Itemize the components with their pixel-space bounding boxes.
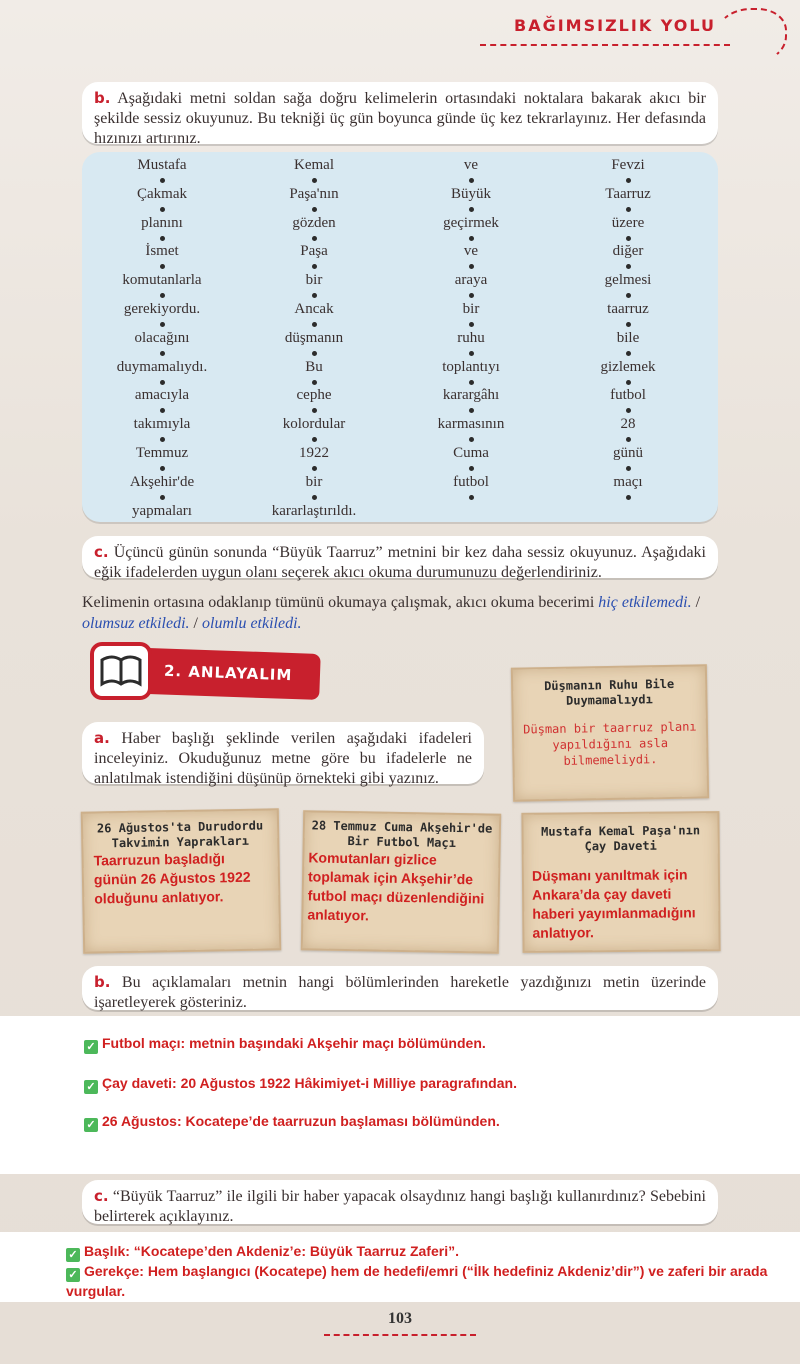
answer-c-reason: ✓ Gerekçe: Hem başlangıcı (Kocatepe) hem de hedefi/emri (“İlk hedefiniz Akdeniz’dir”) ve zaferi bir arada vurgular. [66,1263,768,1299]
grid-word: Akşehir'de [129,473,195,490]
instruction-a [82,722,484,787]
reading-dot [312,380,317,385]
reading-dot [312,437,317,442]
instruction-b-text: Aşağıdaki metni soldan sağa doğru kelimelerin ortasındaki noktalara bakarak akıcı bir şekilde sessiz okuyunuz. Bu tekniği üç gün boyunca günde üç kez tekrarlayınız. Her defasında hızınızı artırınız. [94,90,706,147]
grid-word: bir [305,272,323,289]
instruction-a-label: a. [94,729,110,747]
reading-dot [626,293,631,298]
reading-dot [160,495,165,500]
grid-word: gelmesi [604,272,652,289]
instruction-c2 [82,1180,718,1224]
reading-dot [469,322,474,327]
note-3-answer: Düşmanı yanıltmak için Ankara’da çay daveti haberi yayımlanmadığını anlatıyor. [531,866,696,941]
reading-dot [312,207,317,212]
check-icon: ✓ [84,1080,98,1094]
example-note-body: Düşman bir taarruz planı yapıldığını asla bilmemeliydi. [523,719,697,768]
grid-word: futbol [610,387,646,404]
grid-word: amacıyla [134,387,190,404]
reading-dot [160,380,165,385]
grid-word: araya [454,272,488,289]
grid-word: 28 [620,416,636,433]
grid-word: futbol [453,473,489,490]
example-note [511,664,709,801]
example-note-title: Düşmanın Ruhu Bile Duymamalıydı [544,676,675,708]
grid-word: karargâhı [442,387,500,404]
note-1-answer: Taarruzun başladığı günün 26 Ağustos 1922 olduğunu anlatıyor. [93,850,251,907]
grid-word: maçı [613,473,643,490]
grid-word: geçirmek [443,214,499,231]
grid-word: bir [305,473,323,490]
reading-dot [469,207,474,212]
grid-word: cephe [296,387,332,404]
reading-dot [312,408,317,413]
grid-word: ve [463,243,479,260]
grid-word: Temmuz [135,445,189,461]
grid-word: takımıyla [133,416,191,433]
reading-dot [469,236,474,241]
header-title: BAĞIMSIZLIK YOLU [514,16,717,35]
note-3-title: Mustafa Kemal Paşa'nın Çay Daveti [541,823,701,854]
grid-word: taarruz [607,301,649,317]
reading-dot [626,322,631,327]
grid-word: Cuma [453,445,489,461]
grid-word: düşmanın [284,329,344,346]
grid-word: yapmaları [132,502,192,519]
grid-word: duymamalıydı. [116,358,208,375]
grid-word: kolordular [282,416,346,433]
grid-word: gizlemek [600,358,656,375]
grid-word: Kemal [294,157,334,173]
grid-word: toplantıyı [442,358,500,375]
reading-dot [160,236,165,241]
page-number-dashed-line [324,1334,476,1336]
grid-word: gözden [292,214,336,231]
grid-word: Taarruz [605,185,651,202]
reading-dot [312,466,317,471]
grid-word: Çakmak [137,185,187,202]
grid-word: planını [141,214,183,231]
instruction-b-label: b. [94,89,111,107]
evaluation-separator-1: / [695,594,701,611]
reading-dot [626,495,631,500]
book-icon [90,642,152,700]
answer-c-title: ✓ Başlık: “Kocatepe’den Akdeniz’e: Büyük Taarruz Zaferi”. [66,1242,786,1262]
reading-dot [312,495,317,500]
reading-dot [469,495,474,500]
answer-b-1: ✓ Futbol maçı: metnin başındaki Akşehir maçı bölümünden. [84,1034,486,1054]
reading-dot [160,207,165,212]
grid-word: 1922 [299,445,329,461]
check-icon: ✓ [84,1040,98,1054]
grid-word: Paşa'nın [289,185,339,202]
note-2-title: 28 Temmuz Cuma Akşehir'de Bir Futbol Maçı [311,818,493,850]
word-grid [82,152,718,522]
evaluation-prefix: Kelimenin ortasına odaklanıp tümünü okumaya çalışmak, akıcı okuma becerimi [82,594,595,611]
grid-word: Ancak [294,301,334,317]
answer-b-2: ✓ Çay daveti: 20 Ağustos 1922 Hâkimiyet-i Milliye paragrafından. [84,1074,517,1094]
grid-word: üzere [611,214,645,231]
reading-dot [626,380,631,385]
instruction-b2-text: Bu açıklamaları metnin hangi bölümlerinden hareketle yazdığınızı metin üzerinde işaretleyerek gösteriniz. [94,974,706,1011]
reading-dot [469,178,474,183]
reading-dot [312,293,317,298]
evaluation-paragraph [82,592,722,634]
reading-dot [312,322,317,327]
grid-word: gerekiyordu. [123,301,201,317]
grid-word: kararlaştırıldı. [271,502,357,519]
check-icon: ✓ [66,1248,80,1262]
note-3 [521,811,720,953]
reading-dot [469,351,474,356]
reading-dot [626,236,631,241]
instruction-b2 [82,966,718,1010]
reading-dot [160,293,165,298]
note-2 [301,810,501,953]
instruction-c2-text: “Büyük Taarruz” ile ilgili bir haber yapacak olsaydınız hangi başlığı kullanırdınız? Sebebini belirterek açıklayınız. [94,1188,707,1225]
grid-word: günü [613,445,643,461]
reading-dot [626,207,631,212]
grid-word: olacağını [134,329,190,346]
section2-title: 2. ANLAYALIM [163,661,293,685]
reading-dot [469,466,474,471]
note-1 [81,808,281,953]
reading-dot [626,264,631,269]
instruction-c2-label: c. [94,1187,109,1205]
reading-dot [469,293,474,298]
grid-word: ruhu [457,329,485,346]
grid-word: İsmet [145,243,179,260]
reading-dot [160,437,165,442]
reading-dot [626,466,631,471]
evaluation-option-1[interactable]: hiç etkilemedi. [598,594,692,611]
grid-word: Fevzi [611,157,645,173]
grid-word: komutanlarla [122,272,202,289]
reading-dot [160,178,165,183]
check-icon: ✓ [84,1118,98,1132]
reading-dot [469,408,474,413]
reading-dot [160,466,165,471]
reading-dot [469,380,474,385]
header-curl-decoration [715,8,787,64]
evaluation-separator-2: / [193,615,198,632]
reading-dot [626,351,631,356]
note-2-answer: Komutanları gizlice toplamak için Akşehir’de futbol maçı düzenlendiğini anlatıyor. [307,849,485,924]
grid-word: ve [463,157,479,173]
evaluation-option-3[interactable]: olumlu etkiledi. [202,615,302,632]
reading-dot [469,264,474,269]
grid-word: Paşa [300,243,328,260]
note-1-title: 26 Ağustos'ta Durudordu Takvimin Yaprakları [96,818,264,851]
instruction-c-label: c. [94,543,109,561]
reading-dot [626,437,631,442]
grid-word: karmasının [437,416,505,433]
grid-word: Bu [305,358,323,375]
reading-dot [312,236,317,241]
reading-dot [312,264,317,269]
grid-word: Büyük [450,185,491,202]
answer-b-3: ✓ 26 Ağustos: Kocatepe’de taarruzun başlaması bölümünden. [84,1112,500,1132]
evaluation-option-2[interactable]: olumsuz etkiledi. [82,615,190,632]
instruction-b [82,82,718,147]
grid-word: diğer [612,243,644,260]
check-icon: ✓ [66,1268,80,1282]
reading-dot [626,408,631,413]
reading-dot [160,408,165,413]
reading-dot [312,178,317,183]
reading-dot [469,437,474,442]
page-number: 103 [388,1310,412,1327]
instruction-b2-label: b. [94,973,111,991]
header-dashed-line [480,44,730,46]
reading-dot [626,178,631,183]
reading-dot [312,351,317,356]
reading-dot [160,264,165,269]
instruction-c-text: Üçüncü günün sonunda “Büyük Taarruz” metnini bir kez daha sessiz okuyunuz. Aşağıdaki eğik ifadelerden uygun olanı seçerek akıcı okuma durumunuzu değerlendiriniz. [94,544,706,581]
grid-word: bir [462,301,480,317]
reading-dot [160,351,165,356]
instruction-a-text: Haber başlığı şeklinde verilen aşağıdaki ifadeleri inceleyiniz. Okuduğunuz metne göre bu ifadelerle ne anlatılmak istendiğini düşünüp örnekteki gibi yazınız. [94,730,472,787]
grid-word: Mustafa [137,157,187,173]
reading-dot [160,322,165,327]
grid-word: bile [616,329,640,346]
instruction-c [82,536,718,581]
